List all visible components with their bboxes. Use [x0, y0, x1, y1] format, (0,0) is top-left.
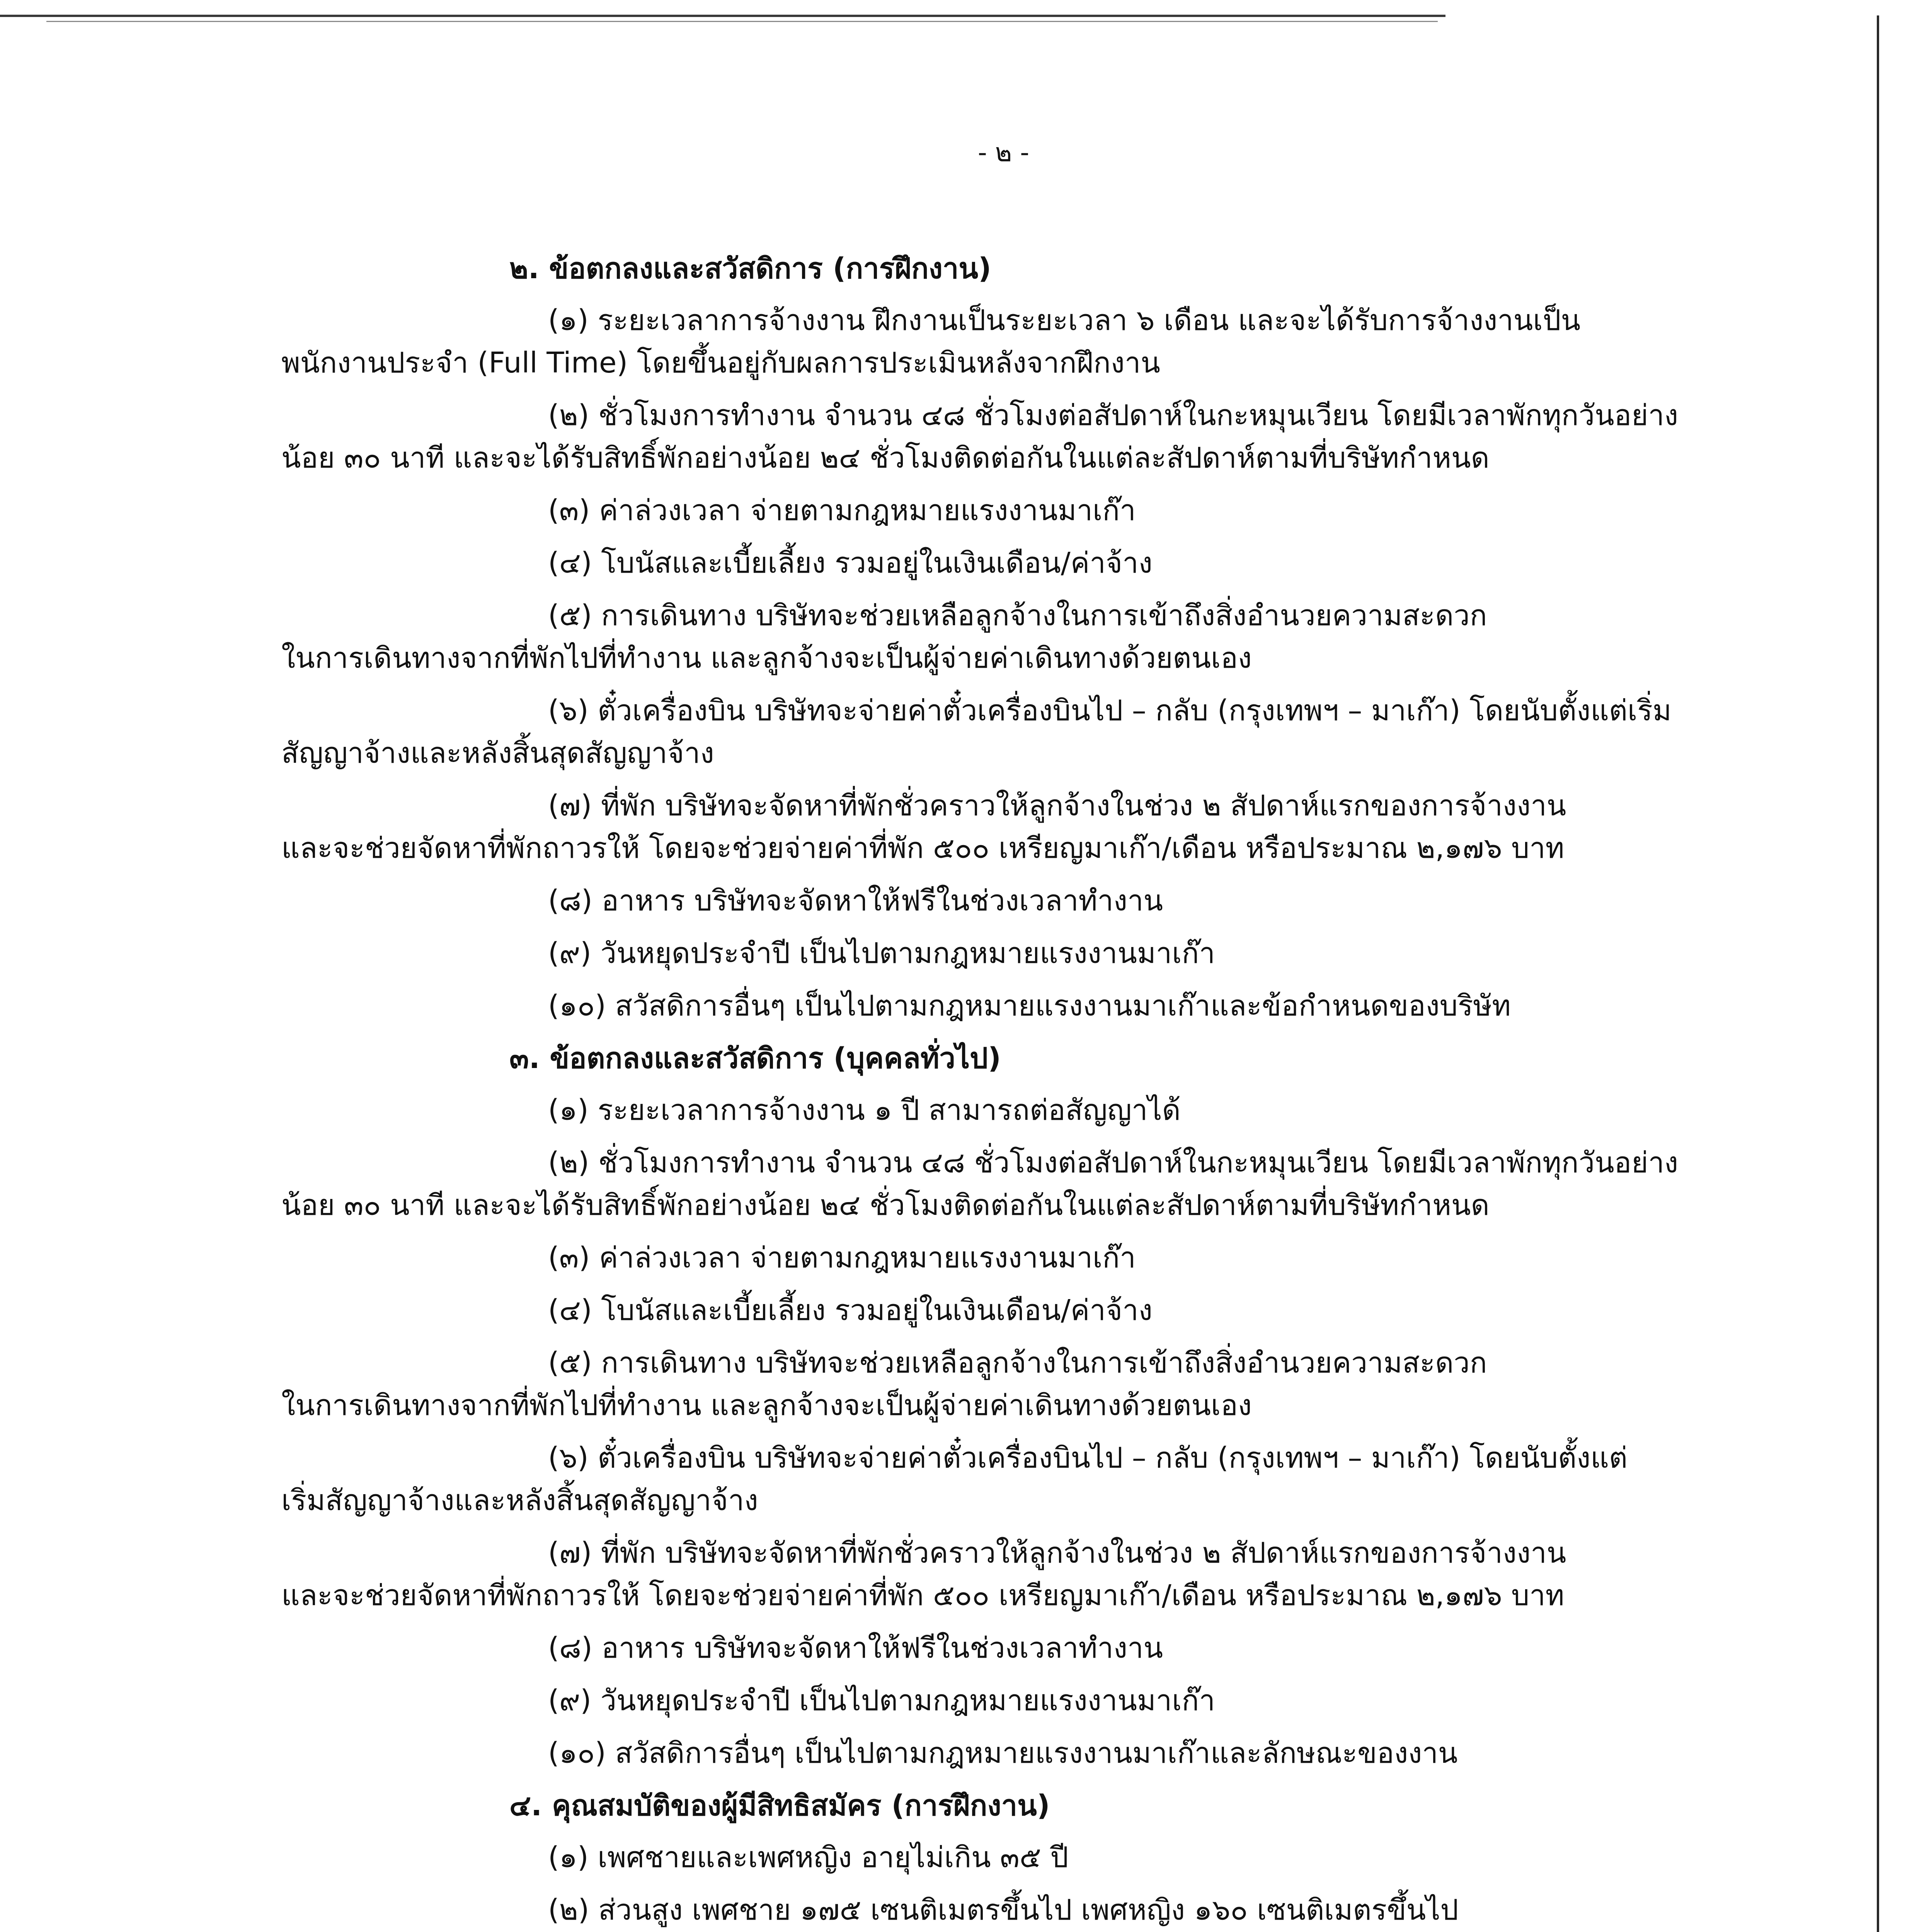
list-item-first-line: (๑) ระยะเวลาการจ้างงาน ฝึกงานเป็นระยะเวลา ๖ เดือน และจะได้รับการจ้างงานเป็น: [548, 304, 1581, 337]
list-item: [281, 1627, 1711, 1669]
list-item-first-line: (๔) โบนัสและเบี้ยเลี้ยง รวมอยู่ในเงินเดือน/ค่าจ้าง: [548, 1294, 1153, 1327]
document-body: [281, 247, 1711, 1932]
scan-top-border: [0, 15, 1445, 17]
list-item: [281, 1836, 1711, 1879]
list-item-continuation: ในการเดินทางจากที่พักไปที่ทำงาน และลูกจ้างจะเป็นผู้จ่ายค่าเดินทางด้วยตนเอง: [281, 1389, 1252, 1422]
list-item: [281, 299, 1711, 384]
list-item-continuation: ในการเดินทางจากที่พักไปที่ทำงาน และลูกจ้างจะเป็นผู้จ่ายค่าเดินทางด้วยตนเอง: [281, 641, 1252, 675]
list-item: [281, 394, 1711, 479]
list-item-first-line: (๒) ส่วนสูง เพศชาย ๑๗๕ เซนติเมตรขึ้นไป เพศหญิง ๑๖๐ เซนติเมตรขึ้นไป: [548, 1893, 1459, 1927]
list-item-continuation: และจะช่วยจัดหาที่พักถาวรให้ โดยจะช่วยจ่ายค่าที่พัก ๕๐๐ เหรียญมาเก๊า/เดือน หรือประมาณ ๒,๑๗๖ บาท: [281, 832, 1565, 865]
list-item-first-line: (๑) ระยะเวลาการจ้างงาน ๑ ปี สามารถต่อสัญญาได้: [548, 1094, 1181, 1127]
list-item-first-line: (๑) เพศชายและเพศหญิง อายุไม่เกิน ๓๕ ปี: [548, 1841, 1069, 1874]
list-item-first-line: (๔) โบนัสและเบี้ยเลี้ยง รวมอยู่ในเงินเดือน/ค่าจ้าง: [548, 546, 1153, 580]
list-item: [281, 1342, 1711, 1427]
section-4: [281, 1784, 1711, 1932]
scan-right-border: [1877, 15, 1879, 1932]
section-heading: ๓. ข้อตกลงและสวัสดิการ (บุคคลทั่วไป): [509, 1042, 1001, 1075]
list-item-first-line: (๓) ค่าล่วงเวลา จ่ายตามกฎหมายแรงงานมาเก๊า: [548, 1241, 1136, 1274]
list-item: [281, 489, 1711, 532]
list-item: [281, 1236, 1711, 1279]
list-item: [281, 1889, 1711, 1931]
list-item-first-line: (๙) วันหยุดประจำปี เป็นไปตามกฎหมายแรงงานมาเก๊า: [548, 937, 1215, 970]
list-item-continuation: สัญญาจ้างและหลังสิ้นสุดสัญญาจ้าง: [281, 736, 714, 770]
list-item-first-line: (๙) วันหยุดประจำปี เป็นไปตามกฎหมายแรงงานมาเก๊า: [548, 1684, 1215, 1717]
list-item: [281, 985, 1711, 1027]
list-item: [281, 1679, 1711, 1722]
list-item-continuation: น้อย ๓๐ นาที และจะได้รับสิทธิ์พักอย่างน้อย ๒๔ ชั่วโมงติดต่อกันในแต่ละสัปดาห์ตามที่บริษัทกำหนด: [281, 1189, 1490, 1222]
list-item: [281, 594, 1711, 679]
list-item-first-line: (๑๐) สวัสดิการอื่นๆ เป็นไปตามกฎหมายแรงงานมาเก๊าและข้อกำหนดของบริษัท: [548, 989, 1511, 1022]
list-item-first-line: (๗) ที่พัก บริษัทจะจัดหาที่พักชั่วคราวให้ลูกจ้างในช่วง ๒ สัปดาห์แรกของการจ้างงาน: [548, 789, 1566, 822]
list-item-first-line: (๑๐) สวัสดิการอื่นๆ เป็นไปตามกฎหมายแรงงานมาเก๊าและลักษณะของงาน: [548, 1736, 1458, 1770]
list-item-first-line: (๓) ค่าล่วงเวลา จ่ายตามกฎหมายแรงงานมาเก๊า: [548, 494, 1136, 527]
list-item: [281, 1289, 1711, 1332]
section-3: [281, 1037, 1711, 1774]
section-heading: ๔. คุณสมบัติของผู้มีสิทธิสมัคร (การฝึกงาน): [509, 1789, 1050, 1822]
list-item-continuation: และจะช่วยจัดหาที่พักถาวรให้ โดยจะช่วยจ่ายค่าที่พัก ๕๐๐ เหรียญมาเก๊า/เดือน หรือประมาณ ๒,๑๗๖ บาท: [281, 1579, 1565, 1612]
list-item: [281, 932, 1711, 975]
list-item-continuation: พนักงานประจำ (Full Time) โดยขึ้นอยู่กับผลการประเมินหลังจากฝึกงาน: [281, 346, 1161, 379]
list-item: [281, 542, 1711, 584]
list-item-first-line: (๕) การเดินทาง บริษัทจะช่วยเหลือลูกจ้างในการเข้าถึงสิ่งอำนวยความสะดวก: [548, 1346, 1487, 1379]
list-item-continuation: เริ่มสัญญาจ้างและหลังสิ้นสุดสัญญาจ้าง: [281, 1484, 758, 1517]
list-item-continuation: น้อย ๓๐ นาที และจะได้รับสิทธิ์พักอย่างน้อย ๒๔ ชั่วโมงติดต่อกันในแต่ละสัปดาห์ตามที่บริษัทกำหนด: [281, 441, 1490, 474]
page-number: - ๒ -: [978, 138, 1030, 167]
list-item: [281, 879, 1711, 922]
list-item-first-line: (๘) อาหาร บริษัทจะจัดหาให้ฟรีในช่วงเวลาทำงาน: [548, 1631, 1163, 1665]
list-item: [281, 1532, 1711, 1617]
list-item: [281, 1141, 1711, 1226]
section-2: [281, 247, 1711, 1027]
list-item-first-line: (๖) ตั๋วเครื่องบิน บริษัทจะจ่ายค่าตั๋วเครื่องบินไป – กลับ (กรุงเทพฯ – มาเก๊า) โดยนับตั้งแต่เริ่ม: [548, 694, 1672, 727]
list-item-first-line: (๒) ชั่วโมงการทำงาน จำนวน ๔๘ ชั่วโมงต่อสัปดาห์ในกะหมุนเวียน โดยมีเวลาพักทุกวันอย่าง: [548, 399, 1679, 432]
list-item: [281, 1732, 1711, 1774]
list-item: [281, 1437, 1711, 1522]
list-item-first-line: (๒) ชั่วโมงการทำงาน จำนวน ๔๘ ชั่วโมงต่อสัปดาห์ในกะหมุนเวียน โดยมีเวลาพักทุกวันอย่าง: [548, 1146, 1679, 1179]
list-item: [281, 1089, 1711, 1131]
section-heading: ๒. ข้อตกลงและสวัสดิการ (การฝึกงาน): [509, 252, 991, 285]
list-item-first-line: (๖) ตั๋วเครื่องบิน บริษัทจะจ่ายค่าตั๋วเครื่องบินไป – กลับ (กรุงเทพฯ – มาเก๊า) โดยนับตั้งแต่: [548, 1441, 1628, 1475]
scan-top-border-secondary: [46, 21, 1438, 22]
list-item: [281, 784, 1711, 869]
list-item-first-line: (๘) อาหาร บริษัทจะจัดหาให้ฟรีในช่วงเวลาทำงาน: [548, 884, 1163, 917]
list-item-first-line: (๕) การเดินทาง บริษัทจะช่วยเหลือลูกจ้างในการเข้าถึงสิ่งอำนวยความสะดวก: [548, 599, 1487, 632]
list-item-first-line: (๗) ที่พัก บริษัทจะจัดหาที่พักชั่วคราวให้ลูกจ้างในช่วง ๒ สัปดาห์แรกของการจ้างงาน: [548, 1536, 1566, 1570]
list-item: [281, 689, 1711, 774]
